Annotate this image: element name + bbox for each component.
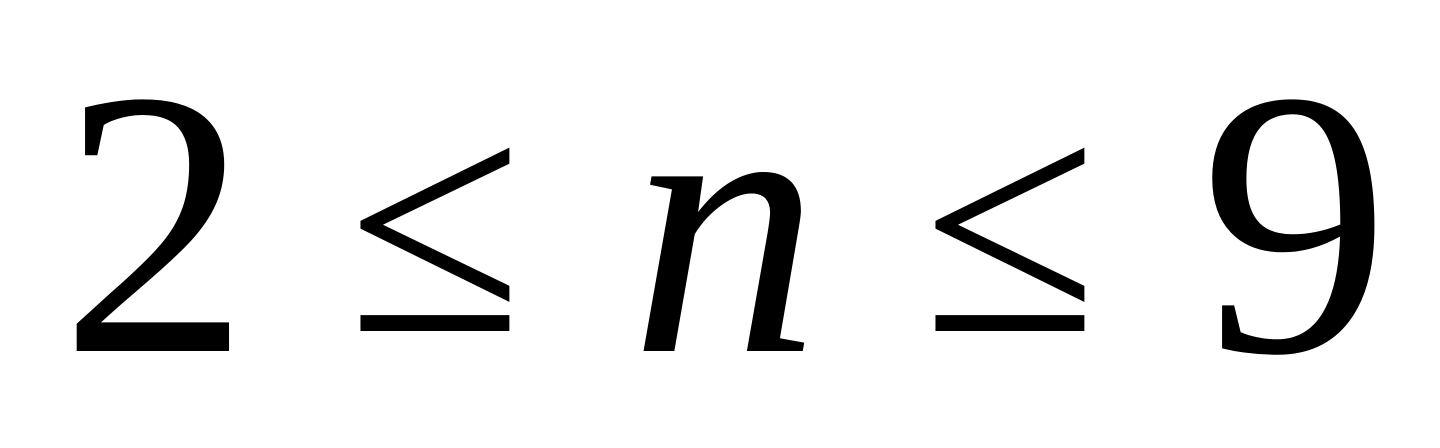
less-than-or-equal-symbol-left: ≤ [347, 47, 523, 401]
lower-bound-number: 2 [60, 13, 250, 434]
variable-n: n [630, 13, 820, 434]
upper-bound-number: 9 [1200, 13, 1390, 434]
less-than-or-equal-symbol-right: ≤ [922, 47, 1098, 401]
